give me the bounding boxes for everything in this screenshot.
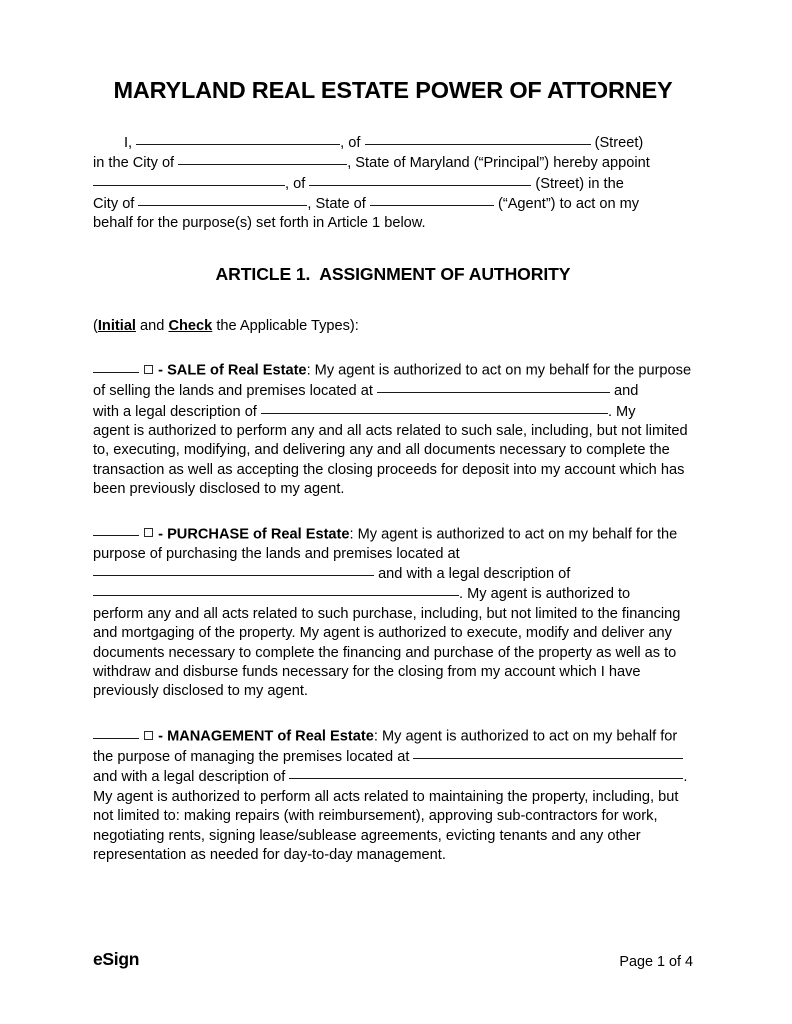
clause-purchase: [93, 500, 693, 702]
management-initial-field[interactable]: [93, 727, 139, 739]
intro-line4-c: (“Agent”) to act on my: [497, 195, 640, 212]
intro-line4-b: , State of: [307, 195, 366, 212]
page-title: MARYLAND REAL ESTATE POWER OF ATTORNEY: [113, 77, 673, 103]
sale-property-location-field[interactable]: [377, 381, 610, 393]
document-content: [93, 0, 693, 865]
clause-sale-line-2: [93, 381, 693, 401]
intro-line4-a: City of: [93, 195, 135, 212]
sale-line1-tail: : My agent is authorized to act on my behalf for the purpose: [306, 362, 692, 379]
sale-line3-b: . My: [607, 403, 636, 420]
purchase-legal-description-field[interactable]: [93, 584, 459, 596]
agent-state-field[interactable]: [370, 194, 494, 206]
intro-line3-b: (Street) in the: [535, 175, 624, 192]
agent-city-field[interactable]: [138, 194, 307, 206]
intro-line1-a: I,: [124, 134, 133, 151]
clause-management-line-2: [93, 747, 693, 767]
agent-name-field[interactable]: [93, 174, 285, 186]
purchase-heading: PURCHASE of Real Estate: [167, 526, 350, 543]
clause-purchase-line-4: [93, 584, 693, 604]
sale-legal-description-field[interactable]: [261, 402, 608, 414]
agent-street-field[interactable]: [309, 174, 531, 186]
intro-paragraph: [93, 104, 693, 234]
instruction-open-paren: (: [93, 317, 98, 334]
sale-initial-field[interactable]: [93, 361, 139, 373]
intro-line-2: [93, 153, 693, 173]
intro-line2-b: , State of Maryland (“Principal”) hereby appoint: [347, 155, 650, 172]
management-legal-description-field[interactable]: [289, 767, 683, 779]
management-line2-a: the purpose of managing the premises located at: [93, 748, 410, 765]
clause-management-body: My agent is authorized to perform all acts related to maintaining the property, including, but not limited to: making repairs (with reimbursement), approving sub-contractors for work, negotiating rents, signing lease/sublease agreements, evicting tenants and any other representation as needed for day-to-day management.: [93, 788, 679, 863]
sale-line3-a: with a legal description of: [93, 403, 257, 420]
sale-checkbox[interactable]: [144, 365, 153, 374]
esign-logo: eSign: [93, 949, 140, 969]
purchase-checkbox[interactable]: [144, 528, 153, 537]
management-heading: MANAGEMENT of Real Estate: [167, 728, 374, 745]
article-1-heading: ARTICLE 1. ASSIGNMENT OF AUTHORITY: [215, 263, 571, 284]
purchase-initial-field[interactable]: [93, 525, 139, 537]
intro-line1-c: (Street): [594, 134, 644, 151]
clause-purchase-body: perform any and all acts related to such purchase, including, but not limited to the financing and mortgaging of the property. My agent is authorized to execute, modify and deliver any documents necessary to complete the financing and purchase of the property as well as to withdraw and disburse funds necessary for the closing from my account which I have previously disclosed to my agent.: [93, 605, 681, 700]
principal-name-field[interactable]: [136, 133, 340, 145]
intro-line-4: [93, 194, 693, 214]
principal-city-field[interactable]: [178, 153, 347, 165]
clause-management-line-1: [93, 727, 693, 747]
clause-purchase-line-3: [93, 564, 693, 584]
management-dash: -: [158, 728, 163, 745]
clause-sale-body: agent is authorized to perform any and all acts related to such sale, including, but not limited to, executing, modifying, and delivering any and all documents necessary to complete the transaction as well as accepting the closing proceeds for deposit into my account which has been previously disclosed to my agent.: [93, 422, 688, 498]
sale-heading: SALE of Real Estate: [167, 362, 307, 379]
purchase-line4-b: . My agent is authorized to: [459, 586, 631, 603]
clause-management: [93, 702, 693, 865]
principal-street-field[interactable]: [365, 133, 591, 145]
clause-management-line-3: [93, 767, 693, 787]
management-property-location-field[interactable]: [413, 747, 683, 759]
sale-line2-b: and: [614, 383, 639, 400]
intro-line-5: behalf for the purpose(s) set forth in Article 1 below.: [93, 215, 426, 232]
sale-dash: -: [158, 362, 163, 379]
intro-line-3: [93, 174, 693, 194]
management-checkbox[interactable]: [144, 731, 153, 740]
management-line3-a: and with a legal description of: [93, 769, 286, 786]
management-line1-tail: : My agent is authorized to act on my behalf for: [373, 728, 678, 745]
instruction-tail: the Applicable Types):: [212, 317, 359, 334]
intro-line1-b: , of: [340, 134, 361, 151]
management-line3-b: .: [683, 769, 688, 786]
instruction-initial-word: Initial: [97, 317, 136, 334]
purchase-line1-tail: : My agent is authorized to act on my behalf for the: [349, 526, 678, 543]
intro-line-1: [93, 133, 693, 153]
instruction-conjunction: and: [135, 317, 169, 334]
purchase-dash: -: [158, 526, 163, 543]
sale-line2-a: of selling the lands and premises located at: [93, 383, 373, 400]
page-footer: [93, 949, 693, 970]
clause-purchase-line-2: purpose of purchasing the lands and premises located at: [93, 545, 460, 562]
instruction-line: [93, 285, 693, 336]
purchase-line3-b: and with a legal description of: [378, 566, 571, 583]
clause-sale-line-1: [93, 361, 693, 381]
clause-sale-line-3: [93, 402, 693, 422]
clause-sale: [93, 336, 693, 499]
instruction-check-word: Check: [168, 317, 213, 334]
page-number: Page 1 of 4: [619, 954, 693, 970]
intro-line3-a: , of: [285, 175, 306, 192]
intro-line2-a: in the City of: [93, 155, 175, 172]
purchase-property-location-field[interactable]: [93, 564, 374, 576]
clause-purchase-line-1: [93, 525, 693, 545]
